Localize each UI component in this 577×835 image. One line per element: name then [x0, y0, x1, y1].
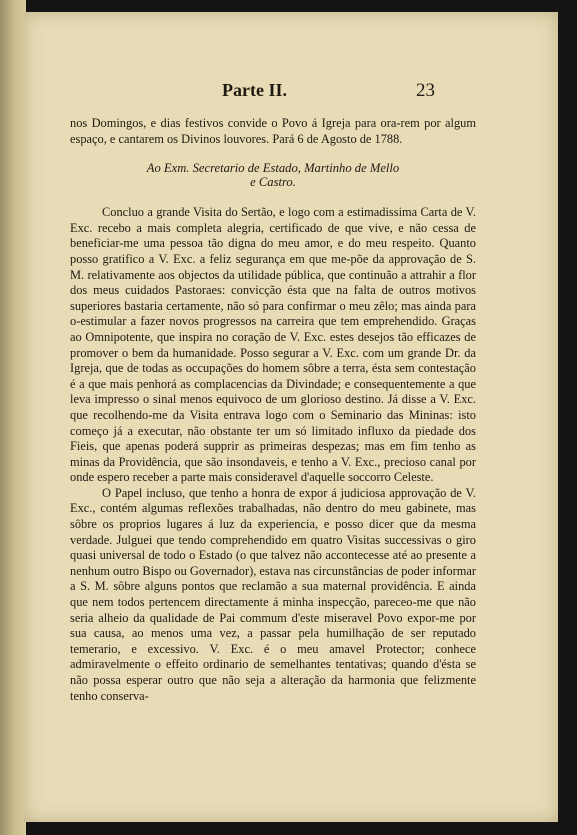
paragraph-1: Concluo a grande Visita do Sertão, e logo com a estimadissima Carta de V. Exc. recebo a mais completa alegria, certificado de que vive, e não cessa de beneficiar-me uma pessoa tão digna do meu amor, e do meu respeito. Quanto posso gratifico a V. Exc. a feliz segurança em que me-põe da approvação de S. M. relativamente aos objectos da utilidade pública, que continuão a attrahir a flor dos meus cuidados Pastoraes: convicção ésta que na falta de outros motivos superiores bastaria certamente, não só para confirmar o meu zêlo; mas ainda para o-estimular a fazer novos progressos na carreira que tem emprehendido. Graças ao Omnipotente, que inspira no coração de V. Exc. estes desejos tão efficazes de promover o bem da humanidade. Posso segurar a V. Exc. com um grande Dr. da Igreja, que de todas as occupações do homem sôbre a terra, ésta sem contestação é a que mais penhorá as complacencias da Divindade; e consequentemente a que leva impresso o sinal menos equivoco de um glorioso destino. Já disse a V. Exc. que recolhendo-me da Visita entrava logo com o Seminario das Mininas: isto começo já a executar, não obstante ter um só limitado influxo da piedade dos Fieis, que apenas poderá supprir as primeiras despezas; mas em fim tenho as minas da Providência, que são insondaveis, e tenho a V. Exc., precioso canal por onde espero receber a parte mais consideravel d'aquelle soccorro Celeste.	[70, 205, 476, 485]
paragraph-2: O Papel incluso, que tenho a honra de expor á judiciosa approvação de V. Exc., contém algumas reflexões trabalhadas, não dentro do meu gabinete, mas sôbre os proprios lugares á luz da experiencia, e posso dicer que da mesma verdade. Julguei que tendo comprehendido em quatro Visitas successivas o giro quasi universal de todo o Estado (o que talvez não accontecesse até ao presente a nenhum outro Bispo ou Governador), estava nas circunstâncias de poder informar a S. M. sôbre alguns pontos que reclamão a sua maternal providência. E ainda que nem todos pertencem directamente á minha inspecção, pareceo-me que não seria alheio da qualidade de Pai commum d'este miseravel Povo expor-me por sua causa, ao menos uma vez, a passar pela humilhação de ser reputado temerario, e excessivo. V. Exc. é o meu amavel Protector; conhece admiravelmente o effeito ordinario de semelhantes tentativas; quando d'ésta se não possa esperar outro que não seja a alteração da harmonia que felizmente tenho conserva-	[70, 485, 476, 703]
page-number: 23	[416, 80, 435, 101]
letter-heading-line-1: Ao Exm. Secretario de Estado, Martinho de Mello	[146, 161, 400, 176]
letter-heading	[70, 161, 476, 189]
facing-page-edge	[0, 0, 26, 835]
letter-heading-line-2: e Castro.	[250, 175, 296, 190]
body-text	[70, 116, 476, 704]
book-page	[24, 12, 558, 822]
page-header	[24, 80, 558, 104]
part-title: Parte II.	[222, 80, 287, 100]
opening-paragraph: nos Domingos, e dias festivos convide o Povo á Igreja para ora-rem por algum espaço, e cantarem os Divinos louvores. Pará 6 de Agosto de 1788.	[70, 116, 476, 146]
